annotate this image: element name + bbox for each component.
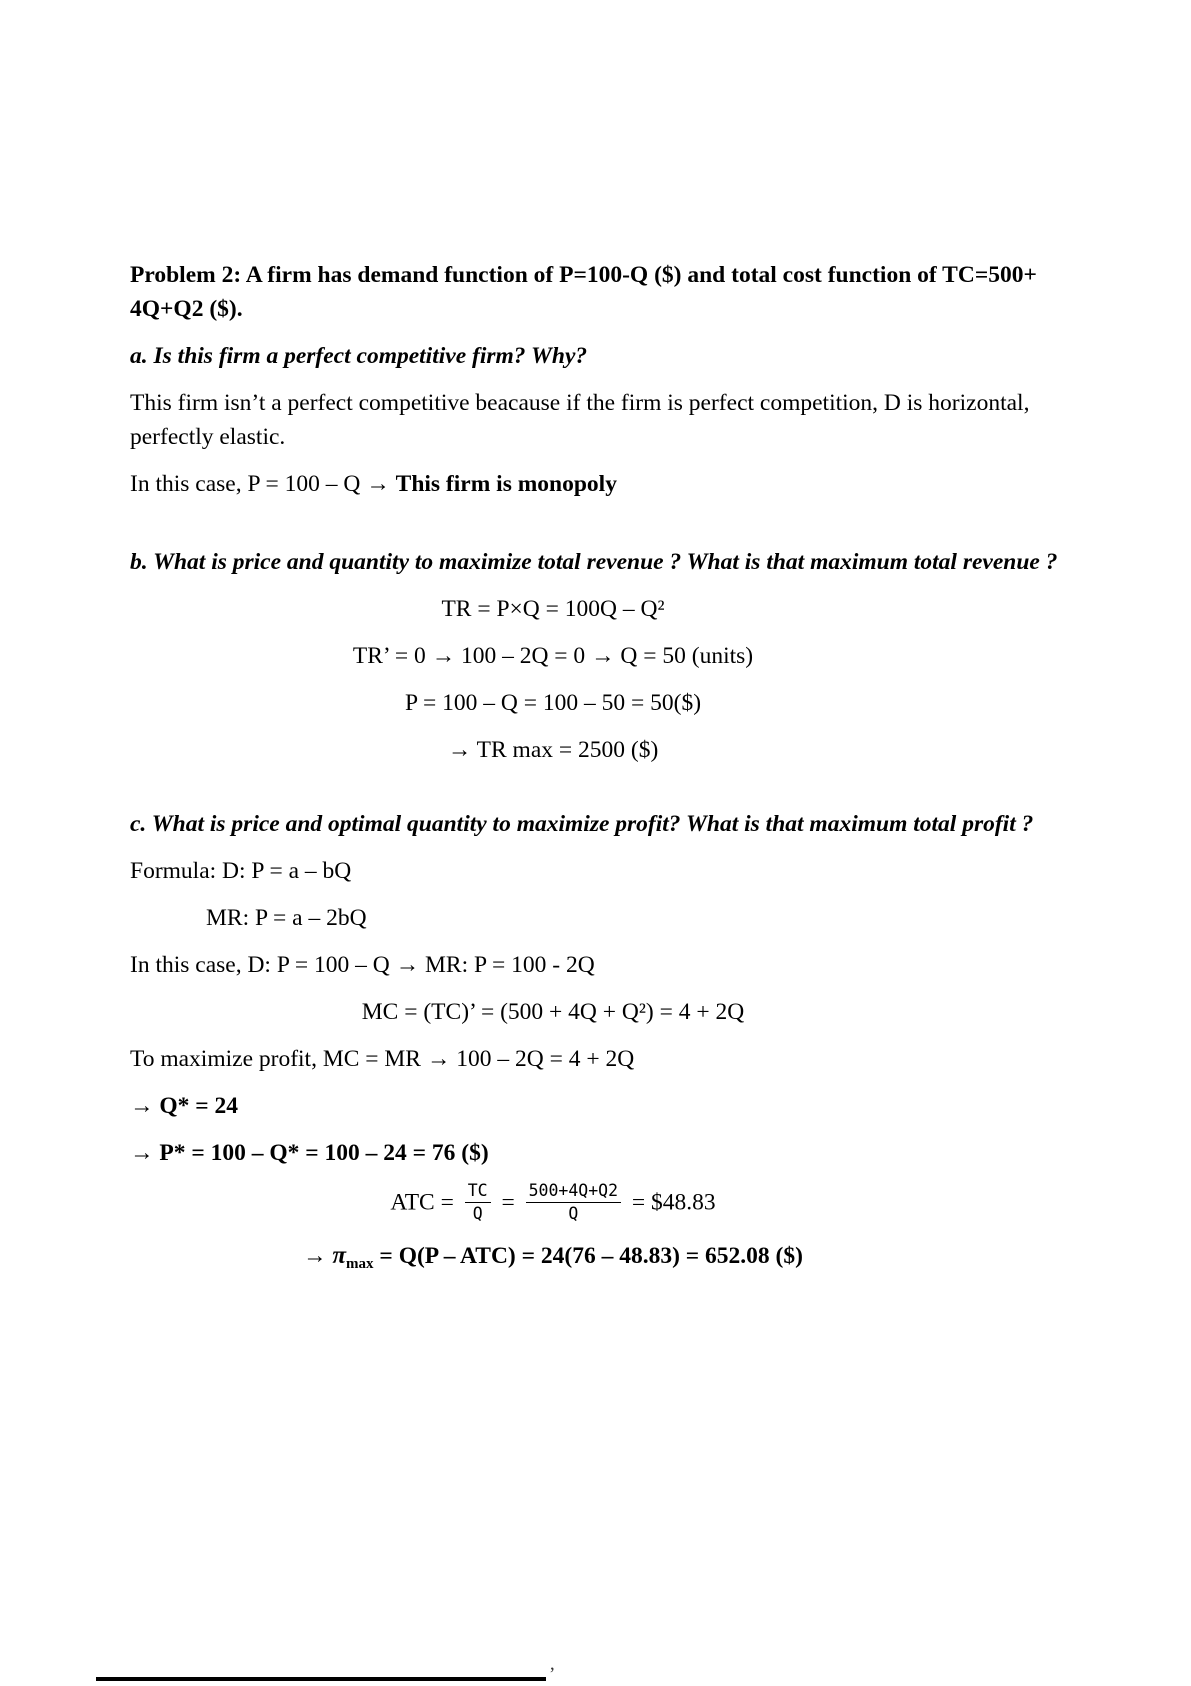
case-demand-mr: In this case, D: P = 100 – Q → MR: P = 100 - 2Q	[130, 952, 595, 978]
formula-demand: Formula: D: P = a – bQ	[130, 858, 352, 884]
mc-equation: MC = (TC)’ = (500 + 4Q + Q²) = 4 + 2Q	[361, 999, 745, 1025]
atc-frac1-denominator: Q	[472, 1203, 483, 1223]
pi-subscript-max: max	[346, 1255, 374, 1272]
part-a-conclusion-normal: In this case, P = 100 – Q →	[130, 471, 396, 497]
atc-rhs: = $48.83	[626, 1189, 716, 1216]
page-bottom-rule	[96, 1677, 546, 1681]
formula-mr: MR: P = a – 2bQ	[206, 905, 367, 931]
price-equation: P = 100 – Q = 100 – 50 = 50($)	[404, 690, 702, 716]
atc-equals: =	[495, 1189, 521, 1216]
page-bottom-mark: ’	[549, 1664, 556, 1685]
problem-title: Problem 2: A firm has demand function of P=100-Q ($) and total cost function of TC=500+ 4Q+Q2 ($).	[130, 262, 1037, 322]
atc-equation	[130, 1183, 1060, 1226]
tr-derivative-equation: TR’ = 0 → 100 – 2Q = 0 → Q = 50 (units)	[352, 643, 754, 669]
pi-symbol: π	[332, 1241, 347, 1269]
part-c-heading: c. What is price and optimal quantity to maximize profit? What is that maximum total profit ?	[130, 811, 1034, 837]
optimal-quantity-result: → Q* = 24	[130, 1093, 239, 1119]
part-a-heading: a. Is this firm a perfect competitive firm? Why?	[130, 343, 588, 369]
atc-fraction-expanded	[526, 1181, 621, 1224]
atc-frac2-numerator: 500+4Q+Q2	[526, 1181, 621, 1203]
atc-lhs: ATC =	[390, 1189, 460, 1216]
tr-max-result: → TR max = 2500 ($)	[447, 737, 659, 763]
optimal-price-result: → P* = 100 – Q* = 100 – 24 = 76 ($)	[130, 1140, 489, 1166]
part-a-paragraph: This firm isn’t a perfect competitive beacause if the firm is perfect competition, D is horizontal, perfectly elastic.	[130, 390, 1030, 450]
tr-equation: TR = P×Q = 100Q – Q²	[441, 596, 665, 622]
part-b-heading: b. What is price and quantity to maximize total revenue ? What is that maximum total revenue ?	[130, 549, 1058, 575]
atc-frac1-numerator: TC	[465, 1181, 491, 1203]
atc-fraction-tc-q	[465, 1181, 491, 1224]
part-a-conclusion	[130, 467, 1060, 501]
profit-rest: = Q(P – ATC) = 24(76 – 48.83) = 652.08 ($)	[373, 1242, 803, 1269]
profit-condition: To maximize profit, MC = MR → 100 – 2Q = 4 + 2Q	[130, 1046, 635, 1072]
profit-arrow: →	[303, 1242, 333, 1269]
part-a-conclusion-bold: This firm is monopoly	[395, 471, 617, 497]
max-profit-result	[130, 1239, 1060, 1281]
atc-frac2-denominator: Q	[568, 1203, 579, 1223]
